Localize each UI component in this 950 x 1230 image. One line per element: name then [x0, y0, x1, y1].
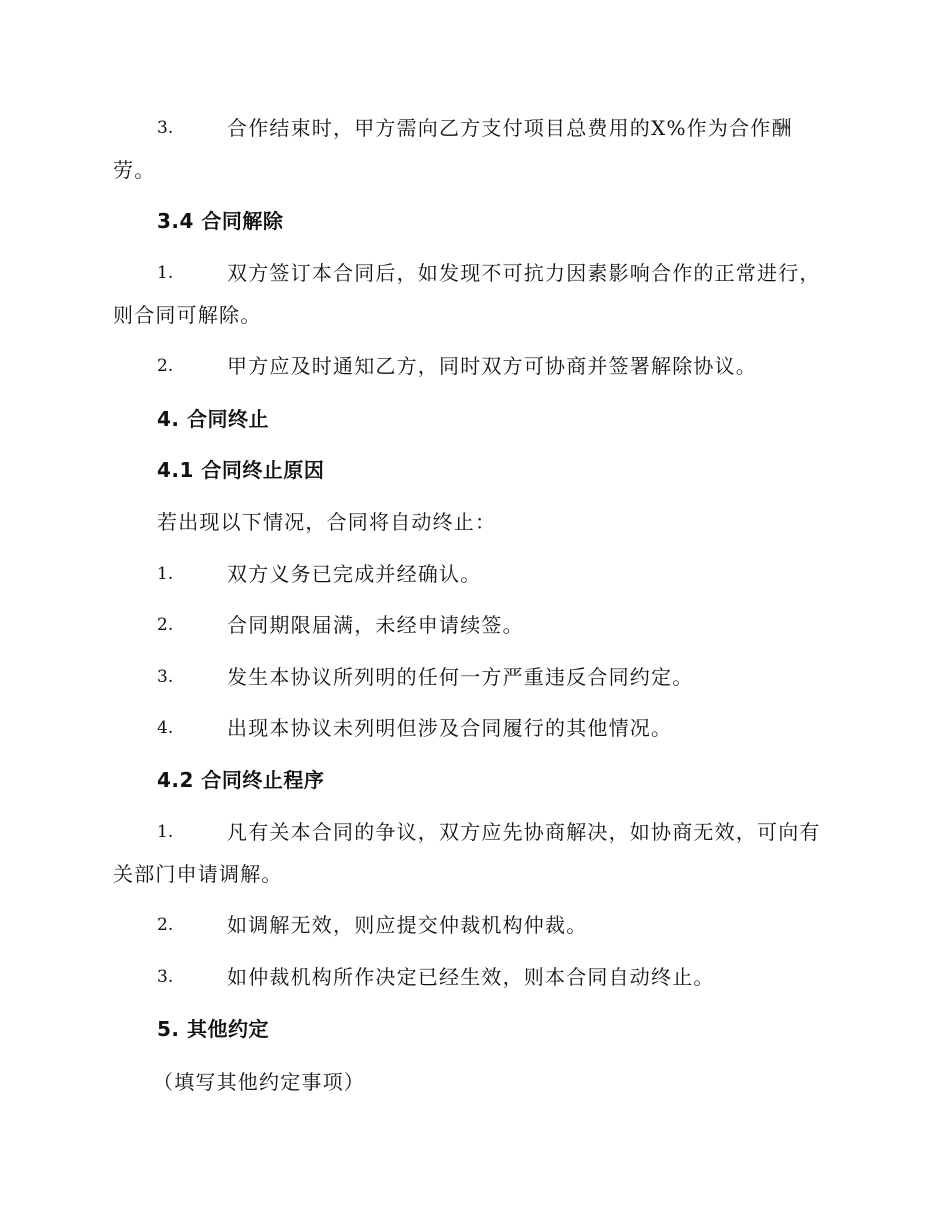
section-intro: 若出现以下情况，合同将自动终止： [157, 510, 497, 534]
section-heading-3-4: 3.4 合同解除 [157, 209, 284, 233]
list-item-number: 2. [157, 915, 174, 935]
list-item-text: 双方义务已完成并经确认。 [227, 562, 482, 586]
list-item-number: 1. [157, 564, 174, 584]
list-item-continuation: 关部门申请调解。 [113, 862, 283, 886]
section-heading-5: 5. 其他约定 [157, 1017, 269, 1041]
list-item-number: 3. [157, 667, 174, 687]
list-item-text: 如仲裁机构所作决定已经生效，则本合同自动终止。 [227, 965, 715, 989]
list-item-text: 发生本协议所列明的任何一方严重违反合同约定。 [227, 665, 694, 689]
list-item-text: 合同期限届满，未经申请续签。 [227, 613, 524, 637]
section-heading-4-2: 4.2 合同终止程序 [157, 768, 325, 792]
section-heading-4: 4. 合同终止 [157, 407, 269, 431]
section-heading-4-1: 4.1 合同终止原因 [157, 458, 325, 482]
list-item-text: 凡有关本合同的争议，双方应先协商解决，如协商无效，可向有 [227, 820, 821, 844]
list-item-number: 3. [157, 967, 174, 987]
list-item-text: 合作结束时，甲方需向乙方支付项目总费用的X%作为合作酬 [227, 116, 793, 140]
other-terms-placeholder: （填写其他约定事项） [153, 1070, 365, 1094]
list-item-continuation: 劳。 [113, 158, 156, 182]
list-item-number: 1. [157, 822, 174, 842]
list-item-continuation: 则合同可解除。 [113, 303, 262, 327]
list-item-text: 双方签订本合同后，如发现不可抗力因素影响合作的正常进行， [227, 261, 821, 285]
list-item-number: 1. [157, 263, 174, 283]
list-item-text: 出现本协议未列明但涉及合同履行的其他情况。 [227, 716, 673, 740]
list-item-number: 2. [157, 615, 174, 635]
list-item-text: 如调解无效，则应提交仲裁机构仲裁。 [227, 913, 588, 937]
list-item-number: 2. [157, 356, 174, 376]
list-item-number: 4. [157, 718, 174, 738]
list-item-number: 3. [157, 118, 174, 138]
list-item-text: 甲方应及时通知乙方，同时双方可协商并签署解除协议。 [227, 354, 757, 378]
